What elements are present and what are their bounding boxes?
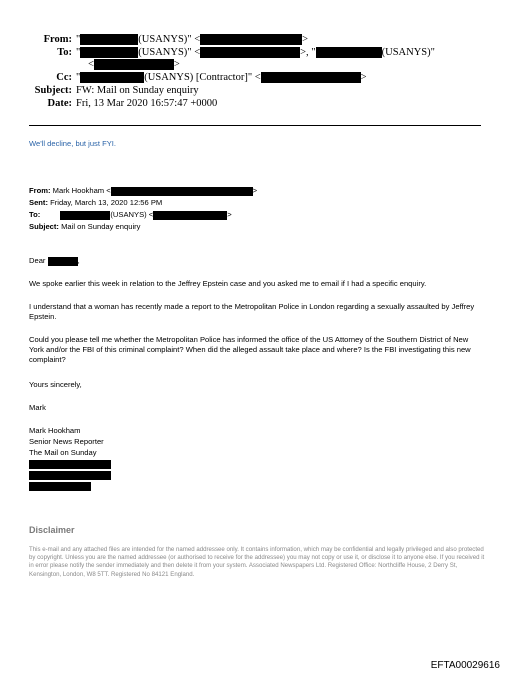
redaction-block <box>94 59 174 70</box>
header-date-value: Fri, 13 Mar 2020 16:57:47 +0000 <box>76 98 218 109</box>
redaction-block <box>80 34 138 45</box>
disclaimer-title: Disclaimer <box>29 525 75 535</box>
redaction-block <box>153 211 227 220</box>
header-subject-label: Subject: <box>34 85 72 96</box>
redaction-block <box>48 257 78 266</box>
greeting <box>29 256 80 266</box>
body-paragraph-3: Could you please tell me whether the Metropolitan Police has informed the office of the US Attorney of the Southern District of New York and/or the FBI of this criminal complaint? When did the alleged assault take place and where? Is the FBI investigating this new complaint? <box>29 335 471 364</box>
disclaimer-text: This e-mail and any attached files are intended for the named addressee only. It contains information, which may be confidential and legally privileged and also protected by copyright. Unless you are the named addressee (or authorised to receive for the addressee) you may not copy or use it, or disclose it to anyone else. If you received it in error please notify the sender immediately and then delete it from your system. Associated Newspapers Ltd. Registered Office: Northcliffe House, 2 Derry St, Kensington, London, W8 5TT. Registered No 84121 England. <box>29 546 485 578</box>
header-cc-end: > <box>360 72 367 83</box>
header-from-label: From: <box>43 34 72 45</box>
closing: Yours sincerely, <box>29 380 82 389</box>
signature-title: Senior News Reporter <box>29 437 104 446</box>
forward-note: We'll decline, but just FYI. <box>29 139 116 148</box>
header-from-suffix: (USANYS)" < <box>138 34 201 45</box>
header-from-end: > <box>302 34 309 45</box>
header-to-line2-start: < <box>88 59 94 70</box>
original-to-row <box>29 210 232 220</box>
header-subject-value: FW: Mail on Sunday enquiry <box>76 85 199 96</box>
redaction-block <box>29 482 91 491</box>
greeting-end: , <box>77 256 80 265</box>
header-to-quote: " <box>76 47 81 58</box>
header-to-label: To: <box>57 47 72 58</box>
original-to-value: (USANYS) < <box>110 210 154 219</box>
greeting-word: Dear <box>29 256 46 265</box>
header-cc-row <box>0 71 367 84</box>
signoff-name: Mark <box>29 403 46 412</box>
original-sent-label: Sent: <box>29 198 48 207</box>
bates-number: EFTA00029616 <box>430 660 500 671</box>
original-from-row <box>29 186 257 196</box>
original-to-end: > <box>227 210 232 219</box>
header-to-sep: >, " <box>300 47 316 58</box>
redaction-block <box>111 187 253 196</box>
original-from-value: Mark Hookham < <box>52 186 111 195</box>
original-subject-row <box>29 222 140 232</box>
original-sent-value: Friday, March 13, 2020 12:56 PM <box>50 198 163 207</box>
original-from-end: > <box>252 186 258 195</box>
header-divider <box>29 125 481 126</box>
redaction-block <box>200 47 300 58</box>
redaction-block <box>80 47 138 58</box>
header-cc-suffix: (USANYS) [Contractor]" < <box>144 72 261 83</box>
original-from-label: From: <box>29 186 51 195</box>
header-from-quote: " <box>76 34 81 45</box>
header-cc-label: Cc: <box>56 72 72 83</box>
signature-name: Mark Hookham <box>29 426 81 435</box>
header-date-row <box>0 97 217 110</box>
original-subject-label: Subject: <box>29 222 59 231</box>
header-to-line2-end: > <box>173 59 180 70</box>
header-to-mid: (USANYS)" < <box>138 47 201 58</box>
header-to-row-continued <box>88 58 180 71</box>
redaction-block <box>316 47 382 58</box>
header-from-row <box>0 33 308 46</box>
redaction-block <box>60 211 110 220</box>
original-subject-value: Mail on Sunday enquiry <box>61 222 141 231</box>
body-paragraph-2: I understand that a woman has recently made a report to the Metropolitan Police in London regarding a sexually assaulted by Jeffrey Epstein. <box>29 302 475 321</box>
redaction-block <box>200 34 302 45</box>
redaction-block <box>29 471 111 480</box>
header-cc-quote: " <box>76 72 81 83</box>
header-to-row <box>0 46 435 59</box>
header-subject-row <box>0 84 199 97</box>
original-sent-row <box>29 198 162 208</box>
header-to-suffix2: (USANYS)" <box>381 47 435 58</box>
body-paragraph-1: We spoke earlier this week in relation to the Jeffrey Epstein case and you asked me to email if I had a specific enquiry. <box>29 279 427 288</box>
redaction-block <box>261 72 361 83</box>
redaction-block <box>80 72 144 83</box>
header-date-label: Date: <box>47 98 72 109</box>
original-to-label: To: <box>29 210 41 219</box>
redaction-block <box>29 460 111 469</box>
signature-org: The Mail on Sunday <box>29 448 97 457</box>
